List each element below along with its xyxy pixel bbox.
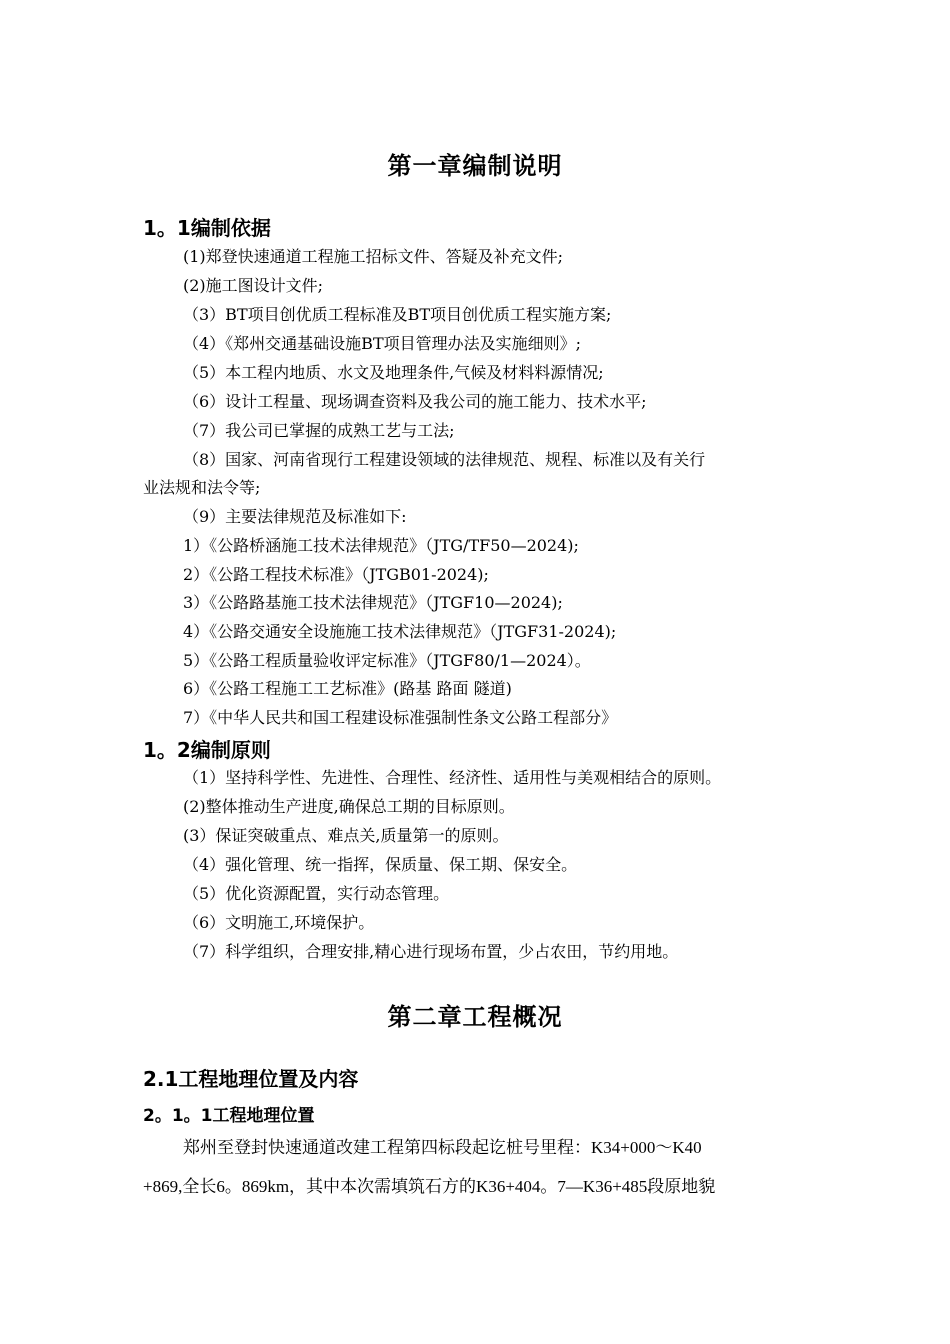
- principle-item-4: （4）强化管理、统一指挥，保质量、保工期、保安全。: [183, 855, 578, 874]
- standard-item-5: 5）《公路工程质量验收评定标准》（JTGF80/1—2024）。: [183, 651, 591, 670]
- chapter-2-title: 第二章工程概况: [387, 1003, 563, 1031]
- section-2-1-1-heading: 2。1。1工程地理位置: [143, 1106, 315, 1126]
- basis-item-3: （3）BT项目创优质工程标准及BT项目创优质工程实施方案;: [183, 305, 612, 324]
- basis-item-4: （4）《郑州交通基础设施BT项目管理办法及实施细则》;: [183, 334, 582, 353]
- basis-item-8-continued: 业法规和法令等;: [143, 478, 261, 497]
- basis-item-9: （9）主要法律规范及标准如下:: [183, 507, 407, 526]
- principle-item-6: （6）文明施工,环境保护。: [183, 913, 375, 932]
- basis-item-1: (1)郑登快速通道工程施工招标文件、答疑及补充文件;: [183, 247, 564, 266]
- basis-item-8: （8）国家、河南省现行工程建设领域的法律规范、规程、标准以及有关行: [183, 450, 706, 469]
- principle-item-5: （5）优化资源配置，实行动态管理。: [183, 884, 450, 903]
- paragraph-line-2: +869,全长6。869km，其中本次需填筑石方的K36+404。7—K36+485段原地貌: [143, 1177, 716, 1196]
- chapter-1-title: 第一章编制说明: [387, 152, 563, 180]
- basis-item-2: (2)施工图设计文件;: [183, 276, 324, 295]
- standard-item-2: 2）《公路工程技术标准》（JTGB01-2024);: [183, 565, 489, 584]
- principle-item-7: （7）科学组织，合理安排,精心进行现场布置，少占农田，节约用地。: [183, 942, 679, 961]
- standard-item-4: 4）《公路交通安全设施施工技术法律规范》（JTGF31-2024);: [183, 622, 617, 641]
- standard-item-7: 7）《中华人民共和国工程建设标准强制性条文公路工程部分》: [183, 708, 618, 727]
- section-1-2-heading: 1。2编制原则: [143, 738, 271, 762]
- principle-item-2: (2)整体推动生产进度,确保总工期的目标原则。: [183, 797, 515, 816]
- section-1-1-heading: 1。1编制依据: [143, 216, 271, 240]
- basis-item-6: （6）设计工程量、现场调查资料及我公司的施工能力、技术水平;: [183, 392, 647, 411]
- section-2-1-heading: 2.1工程地理位置及内容: [143, 1067, 359, 1091]
- principle-item-1: （1）坚持科学性、先进性、合理性、经济性、适用性与美观相结合的原则。: [183, 768, 722, 787]
- standard-item-3: 3）《公路路基施工技术法律规范》（JTGF10—2024);: [183, 593, 563, 612]
- paragraph-line-1: 郑州至登封快速通道改建工程第四标段起讫桩号里程：K34+000～K40: [183, 1138, 702, 1157]
- basis-item-5: （5）本工程内地质、水文及地理条件,气候及材料料源情况;: [183, 363, 604, 382]
- standard-item-6: 6）《公路工程施工工艺标准》(路基 路面 隧道): [183, 679, 512, 698]
- principle-item-3: (3）保证突破重点、难点关,质量第一的原则。: [183, 826, 509, 845]
- standard-item-1: 1）《公路桥涵施工技术法律规范》（JTG/TF50—2024);: [183, 536, 579, 555]
- basis-item-7: （7）我公司已掌握的成熟工艺与工法;: [183, 421, 455, 440]
